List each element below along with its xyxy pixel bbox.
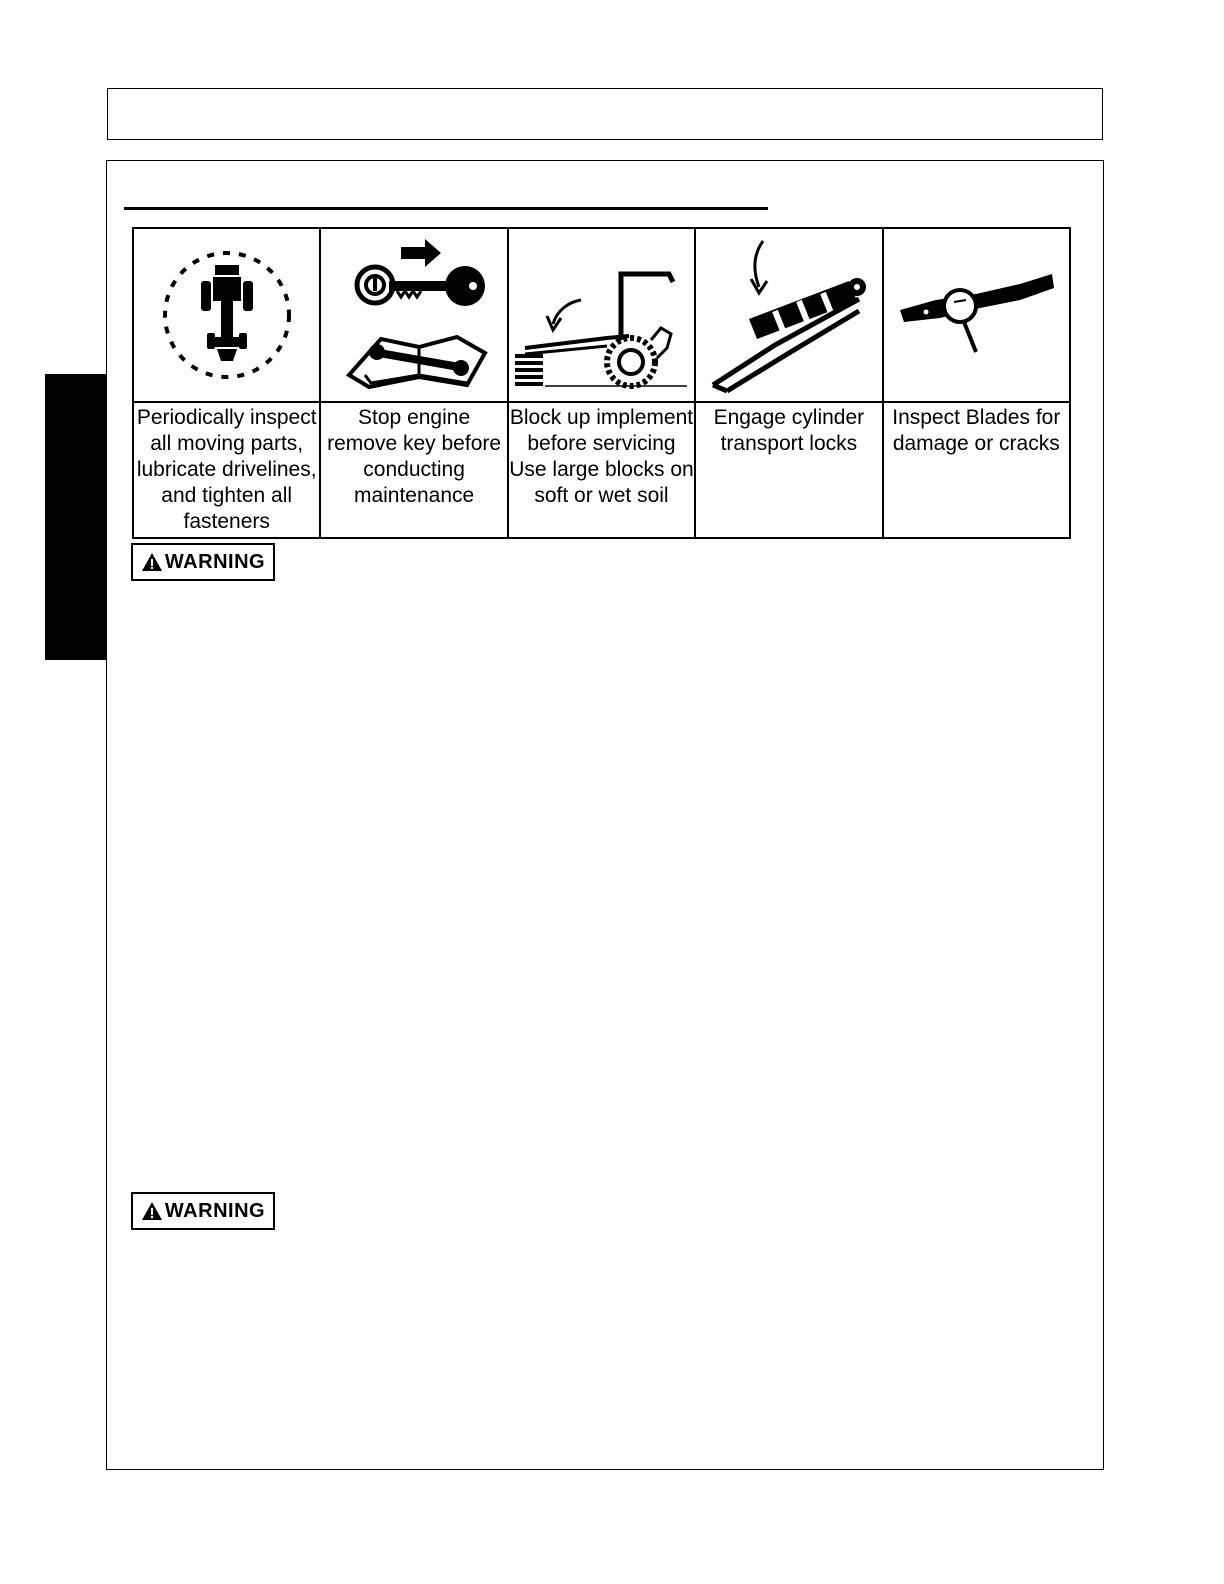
caption-cell-blade (883, 402, 1070, 538)
warning-label-1: WARNING (164, 550, 266, 573)
warning-badge-2 (131, 1192, 275, 1230)
icon-cell-cylinder (695, 228, 882, 402)
section-side-tab (45, 374, 107, 660)
section-title-rule (124, 207, 768, 210)
icon-cell-key (320, 228, 507, 402)
caption-block-up: Block up implement before servicing Use large blocks on soft or wet soil (509, 406, 694, 507)
caption-cylinder-locks: Engage cylinder transport locks (713, 406, 865, 455)
cylinder-lock-icon (709, 235, 869, 395)
blade-inspect-icon (896, 260, 1056, 370)
blocked-implement-icon (511, 240, 691, 390)
caption-inspect: Periodically inspect all moving parts, lubricate drivelines, and tighten all fasteners (136, 406, 317, 533)
caption-inspect-blades: Inspect Blades for damage or cracks (892, 406, 1061, 455)
warning-label-2: WARNING (164, 1199, 266, 1222)
warning-triangle-icon (141, 1201, 163, 1221)
warning-badge-1 (131, 543, 275, 581)
caption-cell-key (320, 402, 507, 538)
icon-cell-blade (883, 228, 1070, 402)
tractor-inspection-icon (157, 245, 297, 385)
warning-triangle-icon (141, 552, 163, 572)
caption-cell-inspect (133, 402, 320, 538)
caption-cell-block (508, 402, 695, 538)
caption-stop-engine: Stop engine remove key before conducting maintenance (327, 406, 502, 507)
caption-cell-cylinder (695, 402, 882, 538)
page-header-box (107, 88, 1103, 140)
icon-cell-inspect (133, 228, 320, 402)
icon-cell-block (508, 228, 695, 402)
maintenance-safety-table (132, 227, 1071, 539)
key-and-manual-icon (339, 235, 489, 395)
